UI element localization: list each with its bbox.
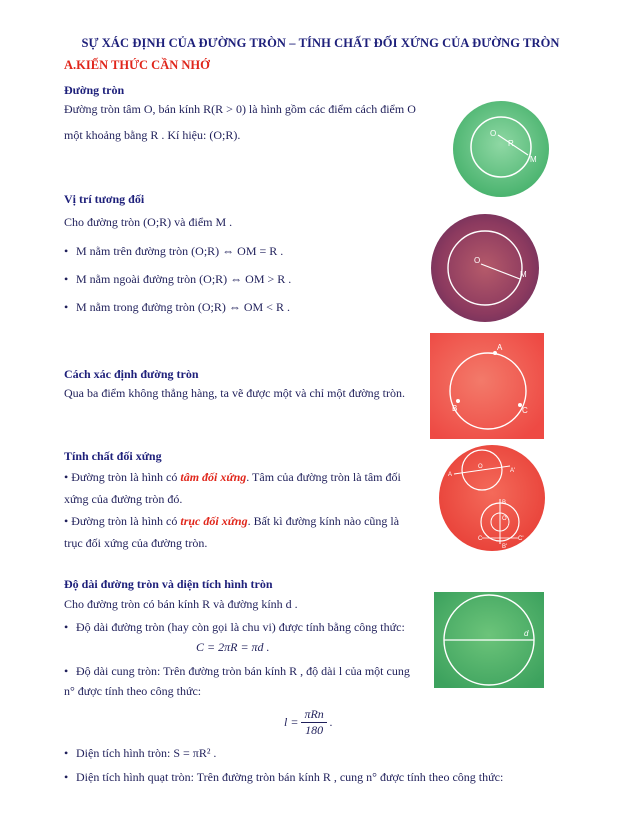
s5-bullet-2: • Độ dài cung tròn: Trên đường tròn bán kính R , độ dài l của một cung: [64, 664, 410, 678]
heading-tinh-chat-doi-xung: Tính chất đối xứng: [64, 449, 162, 463]
heading-cach-xac-dinh: Cách xác định đường tròn: [64, 367, 199, 381]
fig4-label-a-prime: A': [510, 468, 516, 474]
s4-b2-em: trục đối xứng: [180, 514, 248, 528]
figure-diameter: [434, 592, 544, 688]
figure-symmetry: [438, 444, 546, 552]
s5-bullet-4-text: Diện tích hình quạt tròn: Trên đường tròn bán kính R , cung n° được tính theo công thức:: [76, 770, 504, 784]
s4-b1-post: . Tâm của đường tròn là tâm đối: [246, 470, 401, 484]
formula-arc-length: [284, 705, 333, 739]
s5-bullet-4: • Diện tích hình quạt tròn: Trên đường tròn bán kính R , cung n° được tính theo công thức:: [64, 770, 504, 784]
fig4-label-b-prime: B': [502, 544, 508, 550]
fig3-label-b: B: [452, 404, 458, 413]
s5-bullet-1-text: Độ dài đường tròn (hay còn gọi là chu vi) được tính bằng công thức:: [76, 620, 405, 634]
s2-bullet-1: • M nằm trên đường tròn (O;R) ⇔ OM = R .: [64, 244, 284, 258]
s4-bullet-1-line2: xứng của đường tròn đó.: [64, 492, 183, 506]
s2-bullet-3-text: M nằm trong đường tròn (O;R) ⇔ OM < R .: [76, 300, 290, 314]
formula-arc-numerator: πRn: [301, 707, 326, 723]
s3-line1: Qua ba điểm không thẳng hàng, ta vẽ được một và chỉ một đường tròn.: [64, 386, 405, 400]
heading-vi-tri-tuong-doi: Vị trí tương đối: [64, 192, 145, 206]
formula-arc-fraction: [301, 707, 326, 738]
s4-b1-em: tâm đối xứng: [180, 470, 247, 484]
s2-bullet-3: • M nằm trong đường tròn (O;R) ⇔ OM < R .: [64, 300, 290, 314]
formula-arc-end: .: [329, 714, 333, 729]
formula-arc-denominator: 180: [305, 722, 324, 737]
fig4-label-o1: O: [478, 464, 483, 470]
fig4-label-a: A: [448, 472, 453, 478]
s4-bullet-2: • Đường tròn là hình có trục đối xứng. Bất kì đường kính nào cũng là: [64, 514, 400, 528]
s5-bullet-3: • Diện tích hình tròn: S = πR² .: [64, 746, 217, 760]
s1-line1: Đường tròn tâm O, bán kính R(R > 0) là hình gồm các điểm cách điểm O: [64, 102, 416, 116]
s4-bullet-2-line2: trục đối xứng của đường tròn.: [64, 536, 208, 550]
s5-intro: Cho đường tròn có bán kính R và đường kính d .: [64, 597, 298, 611]
s2-intro: Cho đường tròn (O;R) và điểm M .: [64, 215, 233, 229]
heading-duong-tron: Đường tròn: [64, 83, 125, 97]
fig4-label-c: C: [478, 536, 483, 542]
fig1-label-r: R: [508, 139, 514, 148]
fig1-label-o: O: [490, 129, 497, 138]
s5-bullet-2-line2: n° được tính theo công thức:: [64, 684, 202, 698]
figure-three-points: [430, 333, 544, 439]
fig2-label-m: M: [520, 270, 527, 279]
fig1-label-m: M: [530, 155, 537, 164]
fig3-label-c: C: [522, 406, 528, 415]
heading-do-dai-duong-tron: Độ dài đường tròn và diện tích hình tròn: [64, 577, 273, 591]
s2-bullet-1-text: M nằm trên đường tròn (O;R) ⇔ OM = R .: [76, 244, 284, 258]
section-a-heading: A.KIẾN THỨC CẦN NHỚ: [64, 58, 210, 72]
page-title: SỰ XÁC ĐỊNH CỦA ĐƯỜNG TRÒN – TÍNH CHẤT ĐỐI XỨNG CỦA ĐƯỜNG TRÒN: [81, 36, 560, 50]
formula-circumference: C = 2πR = πd .: [196, 640, 270, 654]
figure-circle-radius: [448, 100, 553, 198]
fig4-label-o2: O: [502, 516, 507, 522]
figure-point-outside: [426, 213, 544, 323]
s4-b2-pre: Đường tròn là hình có: [71, 514, 181, 528]
s1-line2: một khoảng bằng R . Kí hiệu: (O;R).: [64, 128, 241, 142]
s5-bullet-3-text: Diện tích hình tròn: S = πR² .: [76, 746, 217, 760]
fig3-label-a: A: [497, 343, 503, 352]
fig4-label-b: B: [502, 500, 507, 506]
s4-b2-post: . Bất kì đường kính nào cũng là: [247, 514, 400, 528]
formula-arc-lhs: l =: [284, 714, 299, 729]
s5-bullet-2-text: Độ dài cung tròn: Trên đường tròn bán kính R , độ dài l của một cung: [76, 664, 410, 678]
s2-bullet-2-text: M nằm ngoài đường tròn (O;R) ⇔ OM > R .: [76, 272, 292, 286]
fig4-label-c-prime: C': [518, 536, 524, 542]
s2-bullet-2: • M nằm ngoài đường tròn (O;R) ⇔ OM > R .: [64, 272, 292, 286]
fig5-label-d: d: [524, 629, 529, 638]
s5-bullet-1: • Độ dài đường tròn (hay còn gọi là chu vi) được tính bằng công thức:: [64, 620, 405, 634]
s4-bullet-1: • Đường tròn là hình có tâm đối xứng. Tâm của đường tròn là tâm đối: [64, 470, 401, 484]
fig2-label-o: O: [474, 256, 481, 265]
s4-b1-pre: Đường tròn là hình có: [71, 470, 181, 484]
